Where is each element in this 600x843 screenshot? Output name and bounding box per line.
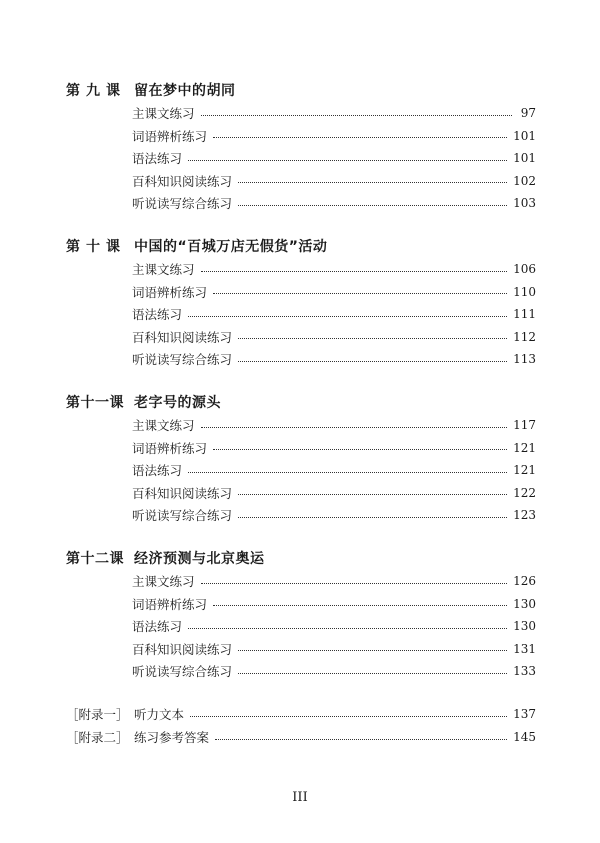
entry-page-number: 122 bbox=[513, 485, 536, 500]
appendix-label: 练习参考答案 bbox=[134, 730, 210, 746]
entry-label: 词语辨析练习 bbox=[132, 128, 208, 144]
toc-entry[interactable] bbox=[132, 615, 536, 638]
dot-leader bbox=[238, 650, 507, 651]
dot-leader bbox=[213, 293, 507, 294]
lesson-12-section bbox=[66, 546, 536, 683]
appendix-page-number: 137 bbox=[513, 707, 536, 722]
toc-entry[interactable] bbox=[132, 170, 536, 193]
entry-page-number: 117 bbox=[513, 418, 536, 433]
entry-label: 主课文练习 bbox=[132, 262, 195, 278]
entry-page-number: 101 bbox=[513, 128, 536, 143]
entry-page-number: 121 bbox=[513, 440, 536, 455]
entry-page-number: 110 bbox=[513, 284, 536, 299]
entry-label: 语法练习 bbox=[132, 307, 183, 323]
entry-page-number: 111 bbox=[513, 307, 536, 322]
entry-label: 听说读写综合练习 bbox=[132, 196, 233, 212]
dot-leader bbox=[238, 182, 507, 183]
toc-entry[interactable] bbox=[132, 638, 536, 661]
entry-page-number: 101 bbox=[513, 151, 536, 166]
toc-entry[interactable] bbox=[132, 437, 536, 460]
entry-page-number: 130 bbox=[513, 619, 536, 634]
entry-label: 词语辨析练习 bbox=[132, 596, 208, 612]
toc-entry[interactable] bbox=[132, 660, 536, 683]
entry-label: 词语辨析练习 bbox=[132, 440, 208, 456]
entry-label: 主课文练习 bbox=[132, 418, 195, 434]
appendix-page-number: 145 bbox=[513, 730, 536, 745]
lesson-number: 第十二课 bbox=[66, 551, 124, 567]
dot-leader bbox=[201, 427, 508, 428]
toc-entry[interactable] bbox=[132, 281, 536, 304]
dot-leader bbox=[238, 673, 507, 674]
entry-label: 听说读写综合练习 bbox=[132, 508, 233, 524]
entry-page-number: 123 bbox=[513, 508, 536, 523]
entry-page-number: 121 bbox=[513, 463, 536, 478]
entry-page-number: 133 bbox=[513, 664, 536, 679]
dot-leader bbox=[215, 739, 507, 740]
dot-leader bbox=[213, 137, 507, 138]
entry-page-number: 113 bbox=[513, 352, 536, 367]
toc-entry[interactable] bbox=[132, 303, 536, 326]
toc-entry[interactable] bbox=[132, 504, 536, 527]
entry-page-number: 131 bbox=[513, 641, 536, 656]
entry-label: 百科知识阅读练习 bbox=[132, 329, 233, 345]
toc-entry[interactable] bbox=[132, 459, 536, 482]
toc-entry[interactable] bbox=[132, 570, 536, 593]
appendix-label: 听力文本 bbox=[134, 707, 185, 723]
entry-label: 语法练习 bbox=[132, 619, 183, 635]
entry-label: 听说读写综合练习 bbox=[132, 352, 233, 368]
entry-label: 百科知识阅读练习 bbox=[132, 485, 233, 501]
toc-entry[interactable] bbox=[132, 147, 536, 170]
entry-page-number: 103 bbox=[513, 196, 536, 211]
lesson-number: 第十课 bbox=[66, 239, 126, 255]
dot-leader bbox=[238, 205, 507, 206]
lesson-heading bbox=[66, 234, 536, 258]
entry-page-number: 126 bbox=[513, 574, 536, 589]
appendix-tag: ［附录二］ bbox=[66, 730, 129, 746]
appendix-entry[interactable] bbox=[66, 726, 536, 749]
entry-label: 听说读写综合练习 bbox=[132, 664, 233, 680]
page-folio: III bbox=[292, 790, 308, 805]
lesson-number: 第九课 bbox=[66, 83, 126, 99]
dot-leader bbox=[213, 605, 507, 606]
entry-label: 主课文练习 bbox=[132, 574, 195, 590]
lesson-10-section bbox=[66, 234, 536, 371]
toc-entry[interactable] bbox=[132, 482, 536, 505]
appendix-entry[interactable] bbox=[66, 703, 536, 726]
toc-entry[interactable] bbox=[132, 192, 536, 215]
entry-label: 语法练习 bbox=[132, 463, 183, 479]
lesson-title: 中国的“百城万店无假货”活动 bbox=[134, 239, 328, 255]
lesson-title: 老字号的源头 bbox=[134, 395, 221, 411]
entry-label: 百科知识阅读练习 bbox=[132, 173, 233, 189]
dot-leader bbox=[238, 361, 507, 362]
entry-page-number: 102 bbox=[513, 173, 536, 188]
toc-entry[interactable] bbox=[132, 125, 536, 148]
dot-leader bbox=[188, 628, 507, 629]
dot-leader bbox=[201, 583, 508, 584]
entry-label: 词语辨析练习 bbox=[132, 284, 208, 300]
lesson-heading bbox=[66, 390, 536, 414]
dot-leader bbox=[188, 316, 507, 317]
lesson-heading bbox=[66, 78, 536, 102]
entry-label: 百科知识阅读练习 bbox=[132, 641, 233, 657]
dot-leader bbox=[201, 271, 508, 272]
dot-leader bbox=[188, 160, 507, 161]
dot-leader bbox=[238, 338, 507, 339]
dot-leader bbox=[238, 494, 507, 495]
lesson-title: 留在梦中的胡同 bbox=[134, 83, 236, 99]
toc-entry[interactable] bbox=[132, 326, 536, 349]
entry-page-number: 106 bbox=[513, 262, 536, 277]
toc-entry[interactable] bbox=[132, 593, 536, 616]
dot-leader bbox=[188, 472, 507, 473]
toc-entry[interactable] bbox=[132, 414, 536, 437]
dot-leader bbox=[190, 716, 507, 717]
lesson-11-section bbox=[66, 390, 536, 527]
toc-entry[interactable] bbox=[132, 348, 536, 371]
toc-entry[interactable] bbox=[132, 102, 536, 125]
dot-leader bbox=[213, 449, 507, 450]
lesson-9-section bbox=[66, 78, 536, 215]
appendix-tag: ［附录一］ bbox=[66, 707, 129, 723]
lesson-heading bbox=[66, 546, 536, 570]
entry-label: 主课文练习 bbox=[132, 106, 195, 122]
entry-page-number: 97 bbox=[520, 106, 536, 121]
lesson-title: 经济预测与北京奥运 bbox=[134, 551, 265, 567]
dot-leader bbox=[238, 517, 507, 518]
dot-leader bbox=[201, 115, 512, 116]
entry-page-number: 112 bbox=[513, 329, 536, 344]
toc-entry[interactable] bbox=[132, 258, 536, 281]
entry-page-number: 130 bbox=[513, 596, 536, 611]
entry-label: 语法练习 bbox=[132, 151, 183, 167]
lesson-number: 第十一课 bbox=[66, 395, 124, 411]
